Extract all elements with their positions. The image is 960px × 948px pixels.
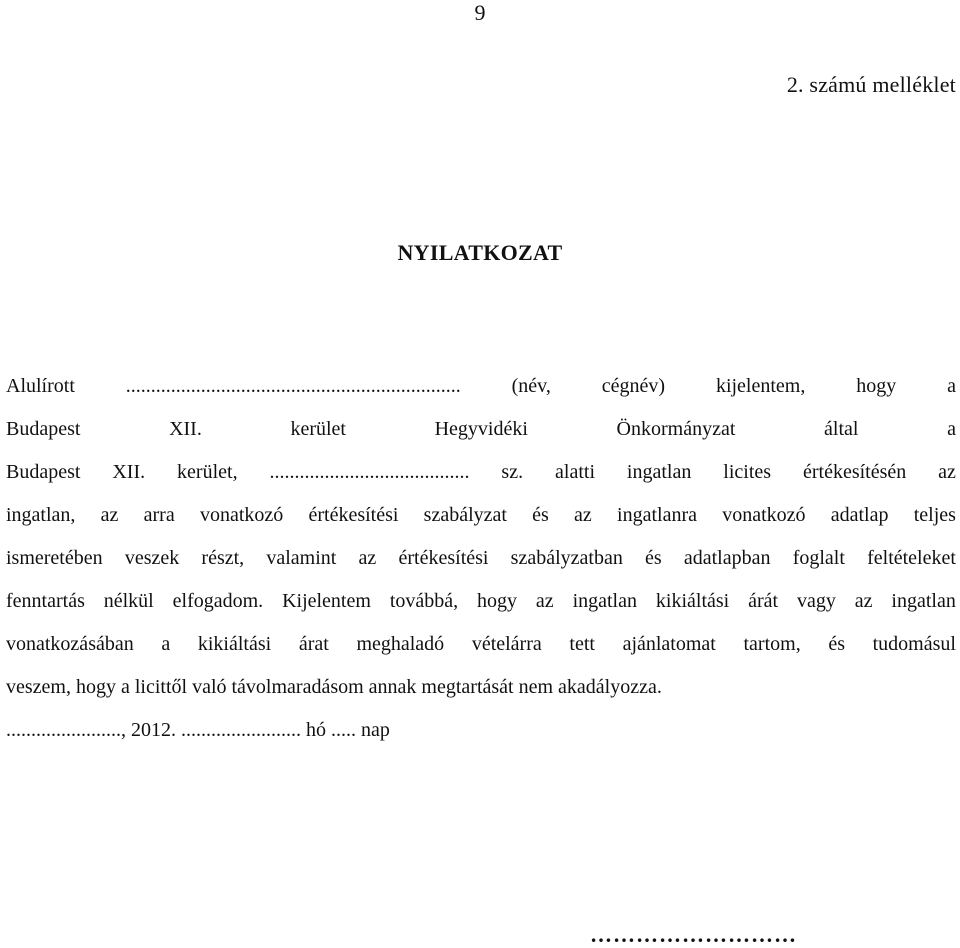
paragraph-line — [6, 370, 956, 413]
word: valamint — [266, 547, 337, 569]
word: adatlap — [830, 504, 889, 526]
word: adatlapban — [683, 547, 771, 569]
word: ingatlan — [572, 590, 637, 612]
word: arra — [143, 504, 175, 526]
word: ismeretében — [6, 547, 103, 569]
word: vonatkozásában — [6, 633, 134, 655]
word: kerület, — [177, 461, 238, 483]
word: tartom, — [743, 633, 801, 655]
annex-label: 2. számú melléklet — [786, 72, 956, 97]
word: az — [854, 590, 873, 612]
paragraph-line: veszem, hogy a licittől való távolmaradásom annak megtartását nem akadályozza. — [6, 676, 662, 698]
word: a — [161, 633, 171, 655]
word: továbbá, — [389, 590, 459, 612]
word: kerület — [290, 418, 346, 440]
word: vételárra — [471, 633, 542, 655]
word: a — [947, 418, 956, 440]
word: tett — [569, 633, 595, 655]
paragraph-line — [6, 628, 956, 671]
word: és — [828, 633, 845, 655]
word: teljes — [913, 504, 956, 526]
word: fenntartás — [6, 590, 85, 612]
word: licites — [723, 461, 772, 483]
paragraph-line — [6, 456, 956, 499]
word: meghaladó — [356, 633, 445, 655]
word: Budapest — [6, 461, 81, 483]
word: veszek — [124, 547, 180, 569]
signature-line: ……………………… — [590, 922, 797, 947]
word: ingatlan, — [6, 504, 76, 526]
declaration-paragraph — [6, 370, 956, 757]
word: elfogadom. — [172, 590, 264, 612]
word: és — [532, 504, 549, 526]
word: ajánlatomat — [622, 633, 716, 655]
word: vonatkozó — [722, 504, 806, 526]
paragraph-line — [6, 542, 956, 585]
word: vonatkozó — [199, 504, 284, 526]
word: ingatlan — [891, 590, 956, 612]
paragraph-line — [6, 585, 956, 628]
word: a — [947, 375, 956, 397]
word: az — [938, 461, 956, 483]
word: az — [574, 504, 592, 526]
word: cégnév) — [601, 375, 666, 397]
word: szabályzat — [423, 504, 507, 526]
word: vagy — [796, 590, 836, 612]
word: sz. — [501, 461, 524, 483]
word: alatti — [555, 461, 595, 483]
word: feltételeket — [867, 547, 956, 569]
word: szabályzatban — [510, 547, 623, 569]
word: nélkül — [103, 590, 154, 612]
word: XII. — [112, 461, 146, 483]
word: ingatlanra — [617, 504, 697, 526]
word: értékesítési — [308, 504, 399, 526]
word: ........................................ — [269, 461, 470, 483]
paragraph-line — [6, 413, 956, 456]
word: Kijelentem — [282, 590, 371, 612]
word: az — [358, 547, 377, 569]
word: Hegyvidéki — [434, 418, 528, 440]
word: hogy — [856, 375, 897, 397]
paragraph-line — [6, 499, 956, 542]
word: árat — [298, 633, 329, 655]
word: tudomásul — [872, 633, 956, 655]
word: kikiáltási — [655, 590, 730, 612]
word: által — [824, 418, 859, 440]
date-line: ......................., 2012. ........................ hó ..... nap — [6, 719, 390, 741]
document-title: NYILATKOZAT — [397, 240, 563, 265]
word: kijelentem, — [715, 375, 806, 397]
word: ................................................................... — [125, 375, 461, 397]
word: részt, — [201, 547, 245, 569]
word: árát — [748, 590, 779, 612]
word: Alulírott — [6, 375, 75, 397]
word: Budapest — [6, 418, 81, 440]
page-number: 9 — [474, 0, 486, 25]
word: foglalt — [792, 547, 845, 569]
word: értékesítésén — [802, 461, 907, 483]
word: (név, — [511, 375, 551, 397]
word: értékesítési — [398, 547, 489, 569]
word: hogy — [477, 590, 518, 612]
word: kikiáltási — [197, 633, 272, 655]
word: az — [535, 590, 554, 612]
word: ingatlan — [626, 461, 692, 483]
word: és — [645, 547, 662, 569]
word: XII. — [169, 418, 202, 440]
word: Önkormányzat — [616, 418, 736, 440]
word: az — [100, 504, 119, 526]
